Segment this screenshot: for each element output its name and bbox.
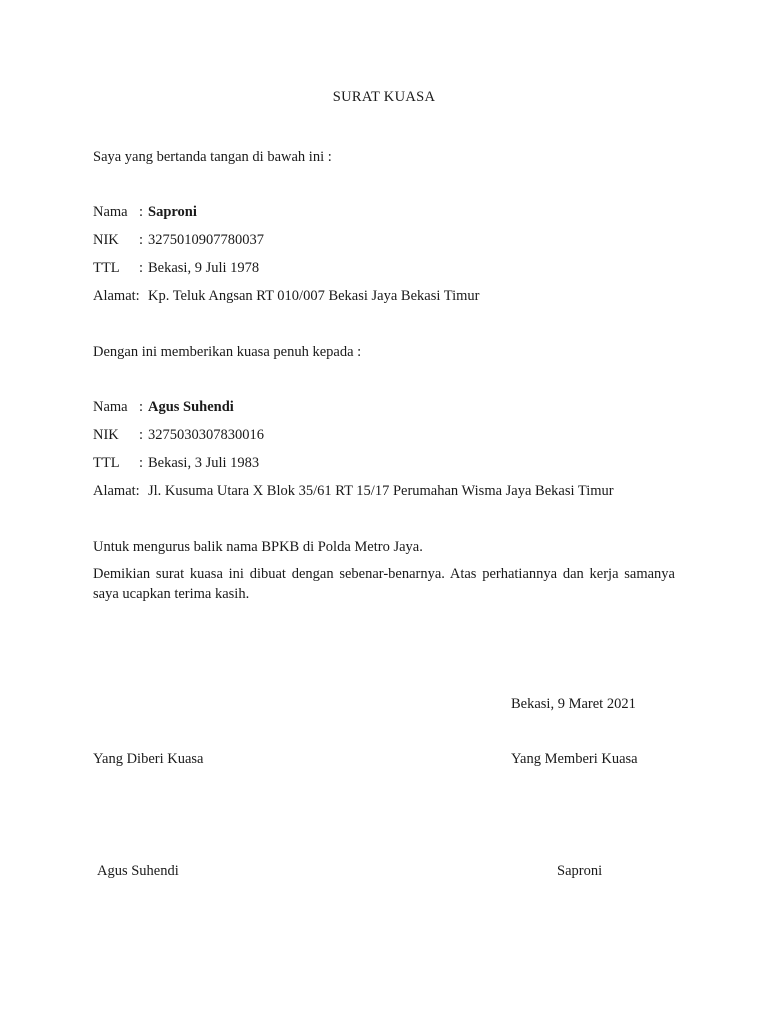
grantee-ttl-colon: : (139, 455, 144, 471)
grantor-name-value: Saproni (148, 204, 197, 220)
grantor-address-value: Kp. Teluk Angsan RT 010/007 Bekasi Jaya Bekasi Timur (148, 288, 480, 304)
grantee-ttl-label: TTL (93, 455, 120, 471)
grantee-ttl-value: Bekasi, 3 Juli 1983 (148, 455, 260, 471)
grantee-address-label: Alamat: (93, 483, 140, 499)
grantor-signature-name: Saproni (557, 863, 603, 879)
intro-text: Saya yang bertanda tangan di bawah ini : (93, 149, 332, 165)
grantor-name-colon: : (139, 204, 144, 220)
grantee-name-colon: : (139, 399, 144, 415)
grantee-name-value: Agus Suhendi (148, 399, 234, 415)
grantor-signature-title: Yang Memberi Kuasa (511, 751, 638, 767)
letter-title: SURAT KUASA (332, 89, 436, 105)
grantor-ttl-label: TTL (93, 260, 120, 276)
grantor-nik-value: 3275010907780037 (148, 232, 264, 248)
grantor-nik-label: NIK (93, 232, 119, 248)
grantee-name-label: Nama (93, 399, 128, 415)
transition-text: Dengan ini memberikan kuasa penuh kepada : (93, 344, 362, 360)
grantor-address-label: Alamat: (93, 288, 140, 304)
closing-paragraph: Demikian surat kuasa ini dibuat dengan sebenar-benarnya. Atas perhatiannya dan kerja samanya saya ucapkan terima kasih. (93, 566, 675, 602)
grantor-ttl-value: Bekasi, 9 Juli 1978 (148, 260, 260, 276)
grantee-signature-title: Yang Diberi Kuasa (93, 751, 204, 767)
grantee-nik-colon: : (139, 427, 144, 443)
purpose-text: Untuk mengurus balik nama BPKB di Polda Metro Jaya. (93, 539, 423, 555)
grantee-nik-value: 3275030307830016 (148, 427, 264, 443)
grantee-nik-label: NIK (93, 427, 119, 443)
grantor-name-label: Nama (93, 204, 128, 220)
grantor-nik-colon: : (139, 232, 144, 248)
grantee-address-value: Jl. Kusuma Utara X Blok 35/61 RT 15/17 Perumahan Wisma Jaya Bekasi Timur (148, 483, 614, 499)
grantee-signature-name: Agus Suhendi (97, 863, 179, 879)
grantor-ttl-colon: : (139, 260, 144, 276)
place-date: Bekasi, 9 Maret 2021 (511, 696, 636, 712)
